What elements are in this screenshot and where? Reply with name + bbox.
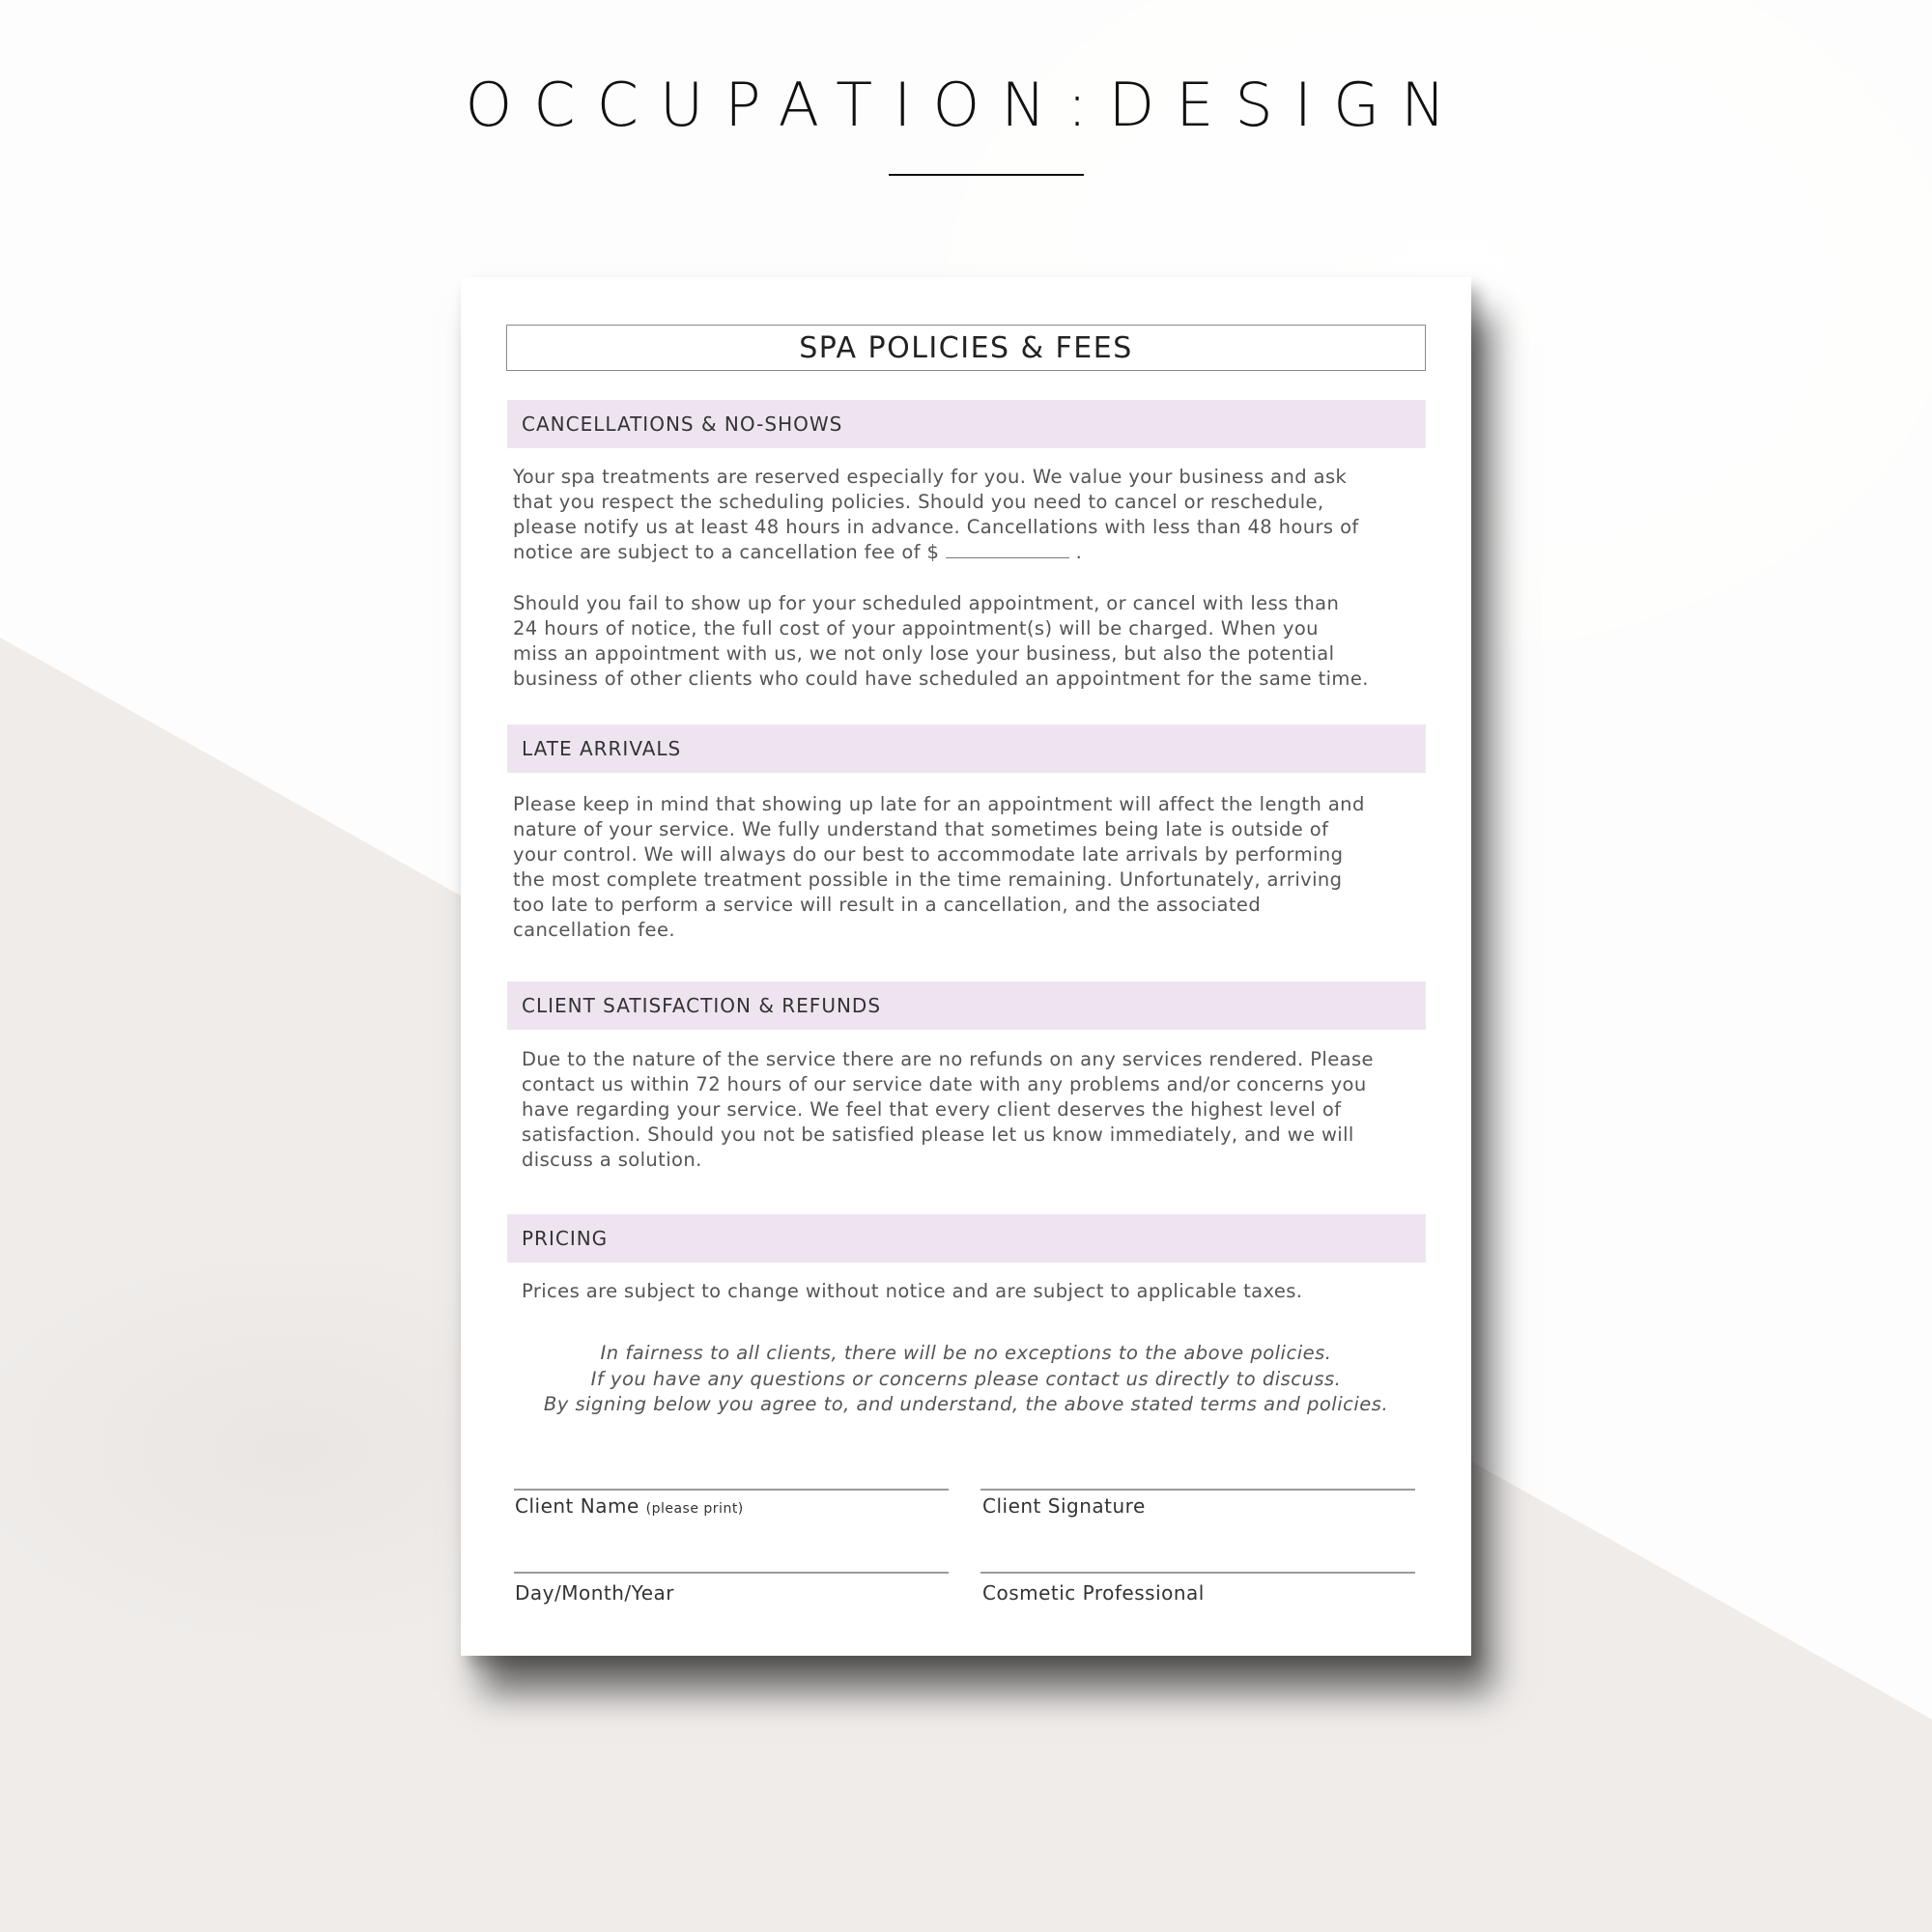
closing-statement	[461, 1341, 1471, 1418]
closing-line: In fairness to all clients, there will be no exceptions to the above policies.	[600, 1342, 1332, 1364]
text-line: your control. We will always do our best to accommodate late arrivals by performing	[513, 843, 1344, 866]
text-line-end: .	[1068, 541, 1083, 563]
date-label: Day/Month/Year	[515, 1581, 674, 1605]
client-name-note: (please print)	[645, 1501, 744, 1517]
text-line	[513, 540, 1359, 565]
text-line: cancellation fee.	[513, 919, 675, 941]
text-line: miss an appointment with us, we not only lose your business, but also the potential	[513, 642, 1335, 665]
client-name-text: Client Name	[515, 1494, 639, 1518]
text-line: Prices are subject to change without notice and are subject to applicable taxes.	[522, 1280, 1303, 1302]
date-line[interactable]	[514, 1572, 949, 1574]
brand-logo: OCCUPATION:DESIGN	[465, 70, 1467, 140]
cancellations-paragraph-1	[513, 465, 1359, 565]
section-heading-pricing: PRICING	[507, 1214, 1426, 1263]
client-signature-line[interactable]	[980, 1489, 1415, 1491]
document-title: SPA POLICIES & FEES	[506, 325, 1426, 371]
brand-underline	[889, 174, 1084, 176]
section-heading-cancellations: CANCELLATIONS & NO-SHOWS	[507, 400, 1426, 448]
policy-document	[461, 277, 1471, 1656]
text-line: the most complete treatment possible in the time remaining. Unfortunately, arriving	[513, 868, 1343, 891]
section-heading-late-arrivals: LATE ARRIVALS	[507, 724, 1426, 773]
pricing-paragraph	[522, 1279, 1302, 1304]
professional-label: Cosmetic Professional	[982, 1581, 1205, 1605]
text-line: that you respect the scheduling policies. Should you need to cancel or reschedule,	[513, 491, 1324, 513]
text-line: business of other clients who could have scheduled an appointment for the same time.	[513, 668, 1369, 690]
text-line: Please keep in mind that showing up late for an appointment will affect the length and	[513, 793, 1365, 815]
text-line: Should you fail to show up for your scheduled appointment, or cancel with less than	[513, 592, 1340, 614]
text-line: discuss a solution.	[522, 1149, 702, 1171]
professional-line[interactable]	[980, 1572, 1415, 1574]
closing-line: If you have any questions or concerns please contact us directly to discuss.	[590, 1367, 1342, 1390]
text-line: contact us within 72 hours of our service date with any problems and/or concerns you	[522, 1073, 1367, 1095]
text-line-start: notice are subject to a cancellation fee of $	[513, 541, 940, 563]
cancellations-paragraph-2	[513, 591, 1369, 692]
text-line: satisfaction. Should you not be satisfied please let us know immediately, and we will	[522, 1123, 1354, 1146]
satisfaction-paragraph	[522, 1047, 1374, 1173]
text-line: have regarding your service. We feel that every client deserves the highest level of	[522, 1098, 1342, 1121]
late-arrivals-paragraph	[513, 792, 1365, 943]
text-line: Your spa treatments are reserved especially for you. We value your business and ask	[513, 466, 1348, 488]
text-line: nature of your service. We fully understand that sometimes being late is outside of	[513, 818, 1329, 840]
text-line: 24 hours of notice, the full cost of your appointment(s) will be charged. When you	[513, 617, 1319, 639]
client-name-line[interactable]	[514, 1489, 949, 1491]
section-heading-satisfaction-refunds: CLIENT SATISFACTION & REFUNDS	[507, 981, 1426, 1030]
closing-line: By signing below you agree to, and understand, the above stated terms and policies.	[543, 1393, 1389, 1415]
text-line: please notify us at least 48 hours in advance. Cancellations with less than 48 hours of	[513, 516, 1359, 538]
text-line: too late to perform a service will result in a cancellation, and the associated	[513, 894, 1262, 916]
text-line: Due to the nature of the service there are no refunds on any services rendered. Please	[522, 1048, 1374, 1070]
fee-blank[interactable]	[946, 540, 1069, 558]
client-signature-label: Client Signature	[982, 1494, 1146, 1518]
client-name-label	[515, 1494, 744, 1518]
